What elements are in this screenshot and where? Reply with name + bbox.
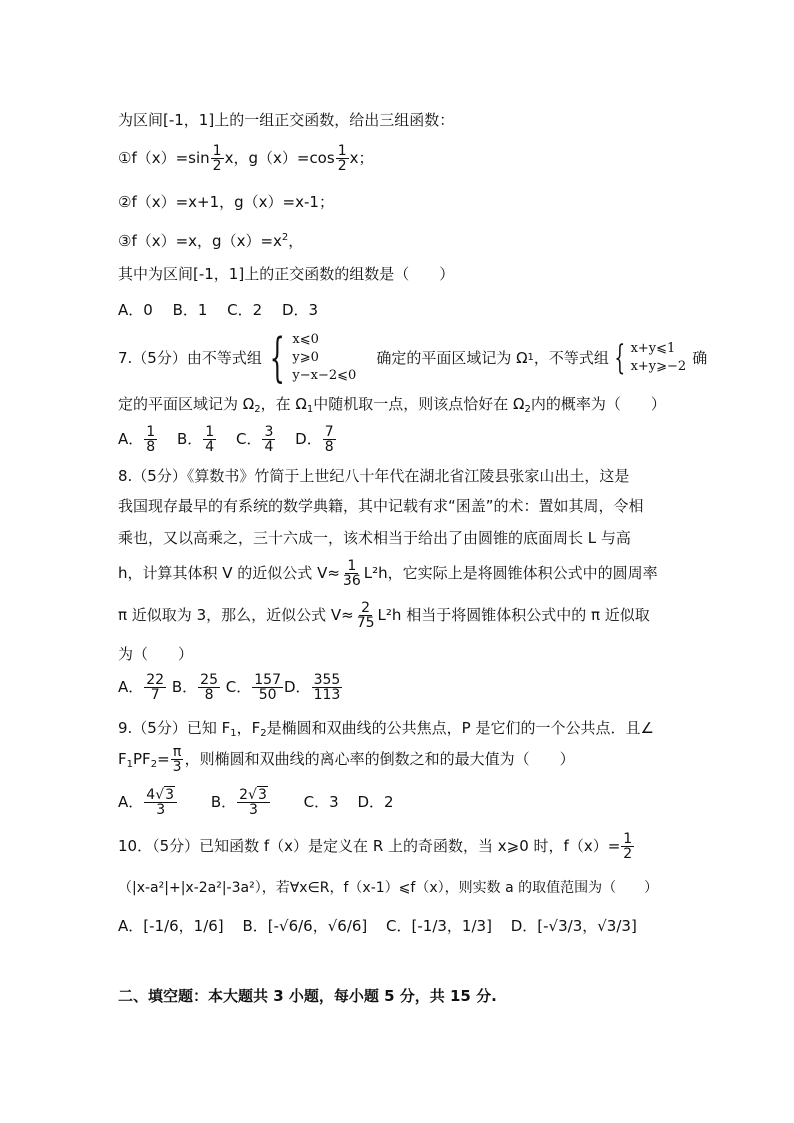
q6-group1: ①f（x）=sin $\frac{1}{2}$ x，g（x）=cos $\frac{1}{2}$ x； — [118, 143, 374, 174]
section-heading-fill-in: 二、填空题：本大题共 3 小题，每小题 5 分，共 15 分. — [118, 987, 497, 1005]
q9-option-b: B． $\frac{2√3}{3}$ — [211, 793, 271, 811]
q10-line2: （|x-a²|+|x-2a²|-3a²），若∀x∈R，f（x-1）⩽f（x），则实数 a 的取值范围为（ ） — [118, 880, 659, 896]
q8-option-c: C． $\frac{157}{50}$ — [225, 672, 281, 703]
q6-question: 其中为区间[-1，1]上的正交函数的组数是（ ） — [118, 265, 455, 283]
q8-line2: 我国现存最早的有系统的数学典籍，其中记载有求“囷盖”的术：置如其周，令相 — [118, 497, 644, 515]
q8-option-b: B． $\frac{25}{8}$ — [171, 672, 218, 703]
q10-line1: 10．（5分）已知函数 f（x）是定义在 R 上的奇函数，当 x⩾0 时，f（x）= $\frac{1}{2}$ — [118, 831, 633, 862]
q6-options: A．0 B．1 C．2 D．3 — [118, 301, 319, 319]
q7-option-d: D． $\frac{7}{8}$ — [295, 424, 334, 455]
q9-options — [118, 786, 408, 818]
q7-line1: 7.（5分）由不等式组 { x⩽0 y⩾0 y−x−2⩽0 确定的平面区域记为 Ω 1 ，不等式组 { x+y⩽1 x+y⩾−2 确 — [118, 327, 708, 389]
q7-option-c: C． $\frac{3}{4}$ — [235, 424, 274, 455]
q10-option-a: A．[-1/6，1/6] — [118, 917, 224, 935]
q6-group3: ③f（x）=x，$g(x)=x^2$， — [118, 232, 304, 250]
q10-option-d: D．[-√3/3，√3/3] — [510, 917, 637, 935]
q9-option-a: A． $\frac{4√3}{3}$ — [118, 793, 178, 811]
q10-option-b: B．[-√6/6，√6/6] — [242, 917, 368, 935]
q8-line4: h，计算其体积 V 的近似公式 V≈ $\frac{1}{36}$ L²h，它实际上是将圆锥体积公式中的圆周率 — [118, 558, 658, 589]
q7-option-b: B． $\frac{1}{4}$ — [176, 424, 215, 455]
q9-option-c: C．3 — [303, 793, 339, 811]
q6-group2: ②f（x）=x+1，g（x）=x-1； — [118, 193, 334, 211]
q7-options — [118, 424, 351, 454]
q8-option-d: D． $\frac{355}{113}$ — [284, 672, 341, 703]
q6-intro: 为区间[-1，1]上的一组正交函数，给出三组函数： — [118, 111, 455, 129]
q8-line5: π 近似取为 3，那么，近似公式 V≈ $\frac{2}{75}$ L²h 相当于将圆锥体积公式中的 π 近似取 — [118, 600, 650, 631]
q7-line2: 定的平面区域记为 $\Omega_2$，在 $\Omega_1$中随机取一点，则该点恰好在 $\Omega_2$内的概率为（ ） — [118, 395, 666, 415]
q8-line3: 乘也，又以高乘之，三十六成一，该术相当于给出了由圆锥的底面周长 L 与高 — [118, 529, 631, 547]
q10-option-c: C．[-1/3，1/3] — [386, 917, 492, 935]
q9-line2: $F_1PF_2=$ $\frac{\pi}{3}$ ，则椭圆和双曲线的离心率的倒数之和的最大值为（ ） — [118, 744, 575, 775]
q8-option-a: A． $\frac{22}{7}$ — [118, 672, 165, 703]
q7-system1: { x⩽0 y⩾0 y−x−2⩽0 — [269, 327, 357, 389]
q8-options — [118, 672, 343, 702]
q9-line1: 9.（5分）已知 $F_1$，$F_2$是椭圆和双曲线的公共焦点，P 是它们的一个公共点．且∠ — [118, 719, 654, 739]
q7-option-a: A． $\frac{1}{8}$ — [118, 424, 156, 455]
q9-option-d: D．2 — [357, 793, 394, 811]
q10-options — [118, 916, 651, 936]
q7-system2: { x+y⩽1 x+y⩾−2 — [614, 338, 687, 378]
q8-line6: 为（ ） — [118, 645, 194, 663]
q8-line1: 8.（5分）《算数书》竹简于上世纪八十年代在湖北省江陵县张家山出土，这是 — [118, 467, 630, 485]
